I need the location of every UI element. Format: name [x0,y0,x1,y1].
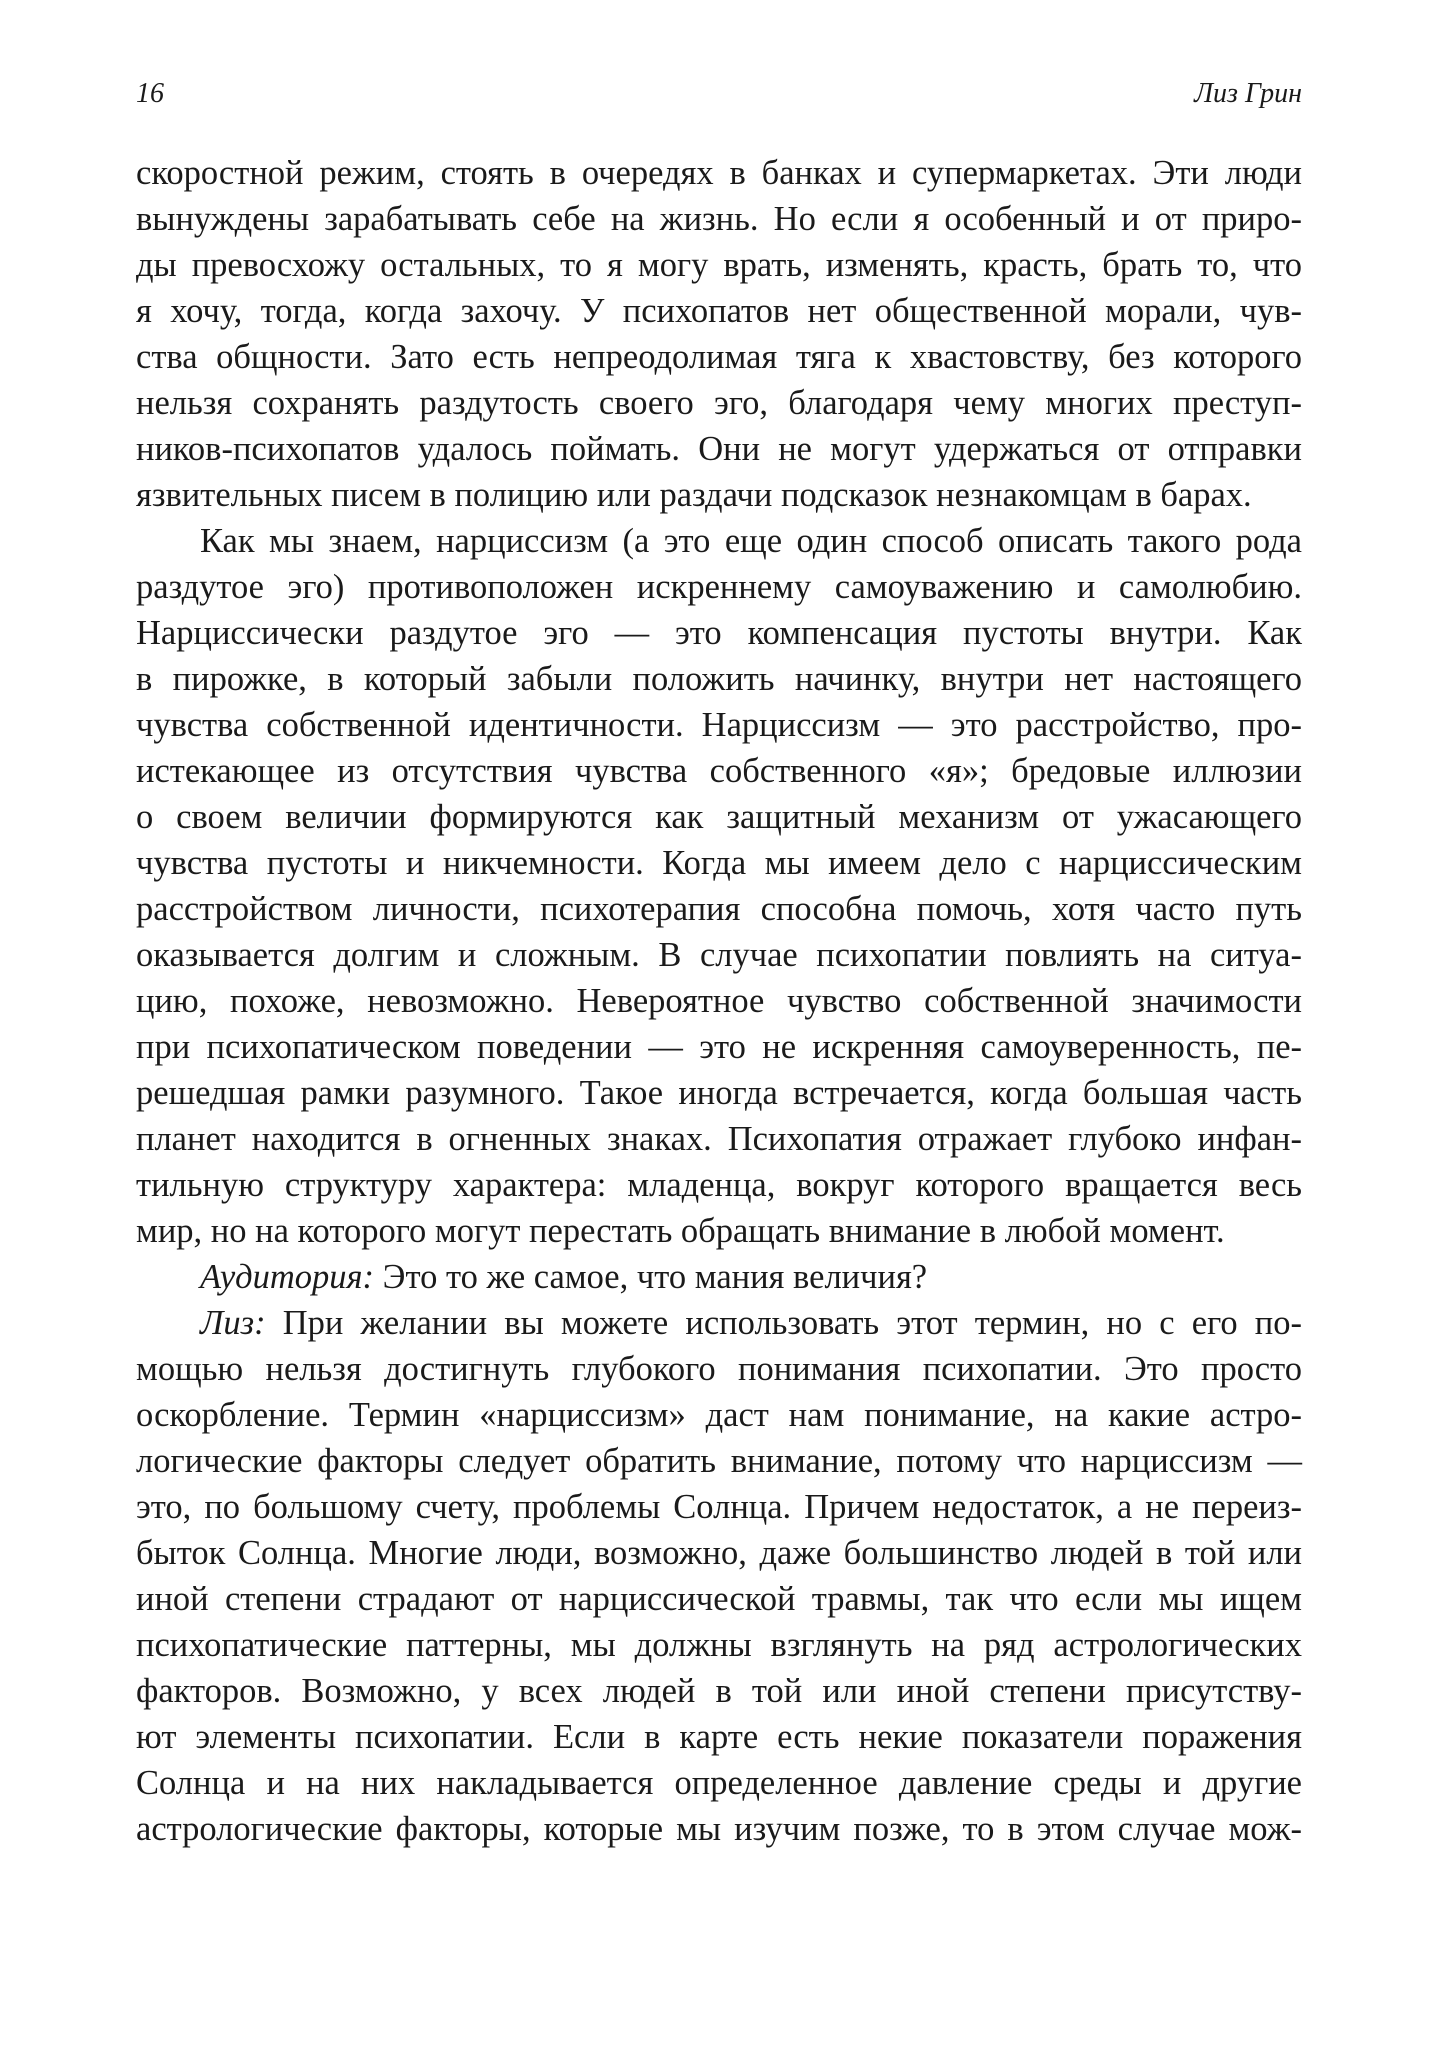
text-line: факторов. Возможно, у всех людей в той или иной степени присутству- [136,1672,1302,1710]
text-line: Как мы знаем, нарциссизм (а это еще один способ описать такого рода [200,522,1302,560]
page-number: 16 [136,78,164,109]
speaker-label: Лиз: [200,1304,266,1342]
text-line: скоростной режим, стоять в очередях в банках и супермаркетах. Эти люди [136,154,1302,192]
text-line: мощью нельзя достигнуть глубокого понимания психопатии. Это просто [136,1350,1302,1388]
text-line: планет находится в огненных знаках. Психопатия отражает глубоко инфан- [136,1120,1302,1158]
body-text [136,150,1302,1852]
text-line: ют элементы психопатии. Если в карте есть некие показатели поражения [136,1718,1302,1756]
text-line: истекающее из отсутствия чувства собственного «я»; бредовые иллюзии [136,752,1302,790]
text-line: в пирожке, в который забыли положить начинку, внутри нет настоящего [136,660,1302,698]
text-line [136,1300,1302,1346]
running-head: Лиз Грин [1194,78,1302,109]
text-line: решедшая рамки разумного. Такое иногда встречается, когда большая часть [136,1074,1302,1112]
text-line: при психопатическом поведении — это не искренняя самоуверенность, пе- [136,1028,1302,1066]
text-line: расстройством личности, психотерапия способна помочь, хотя часто путь [136,890,1302,928]
text-line: оказывается долгим и сложным. В случае психопатии повлиять на ситуа- [136,936,1302,974]
text-line: раздутое эго) противоположен искреннему самоуважению и самолюбию. [136,568,1302,606]
text-line: Нарциссически раздутое эго — это компенсация пустоты внутри. Как [136,614,1302,652]
text-line: логические факторы следует обратить внимание, потому что нарциссизм — [136,1442,1302,1480]
text-line: ства общности. Зато есть непреодолимая тяга к хвастовству, без которого [136,338,1302,376]
text-line: я хочу, тогда, когда захочу. У психопатов нет общественной морали, чув- [136,292,1302,330]
paragraph [136,150,1302,518]
text-line: чувства пустоты и никчемности. Когда мы имеем дело с нарциссическим [136,844,1302,882]
text-line: вынуждены зарабатывать себе на жизнь. Но если я особенный и от приро- [136,200,1302,238]
text-line: чувства собственной идентичности. Нарциссизм — это расстройство, про- [136,706,1302,744]
paragraph [136,1300,1302,1852]
text-line: ды превосхожу остальных, то я могу врать, изменять, красть, брать то, что [136,246,1302,284]
text-line: это, по большому счету, проблемы Солнца. Причем недостаток, а не переиз- [136,1488,1302,1526]
paragraph [136,518,1302,1254]
speaker-label: Аудитория: [200,1258,375,1296]
text-line: тильную структуру характера: младенца, вокруг которого вращается весь [136,1166,1302,1204]
paragraph [136,1254,1302,1300]
text-line: психопатические паттерны, мы должны взглянуть на ряд астрологических [136,1626,1302,1664]
text-line: иной степени страдают от нарциссической травмы, так что если мы ищем [136,1580,1302,1618]
text-line: оскорбление. Термин «нарциссизм» даст нам понимание, на какие астро- [136,1396,1302,1434]
text-line: о своем величии формируются как защитный механизм от ужасающего [136,798,1302,836]
page-header [136,74,1302,114]
text-line: нельзя сохранять раздутость своего эго, благодаря чему многих преступ- [136,384,1302,422]
text-line: язвительных писем в полицию или раздачи подсказок незнакомцам в барах. [136,476,1252,514]
speech-text: При желании вы можете использовать этот термин, но с его по- [265,1304,1302,1342]
text-line [136,1254,1302,1300]
text-line: цию, похоже, невозможно. Невероятное чувство собственной значимости [136,982,1302,1020]
text-line: ников-психопатов удалось поймать. Они не могут удержаться от отправки [136,430,1302,468]
speech-text: Это то же самое, что мания величия? [374,1258,928,1296]
text-line: мир, но на которого могут перестать обращать внимание в любой момент. [136,1212,1225,1250]
text-line: астрологические факторы, которые мы изучим позже, то в этом случае мож- [136,1810,1302,1848]
text-line: быток Солнца. Многие люди, возможно, даже большинство людей в той или [136,1534,1302,1572]
text-line: Солнца и на них накладывается определенное давление среды и другие [136,1764,1302,1802]
